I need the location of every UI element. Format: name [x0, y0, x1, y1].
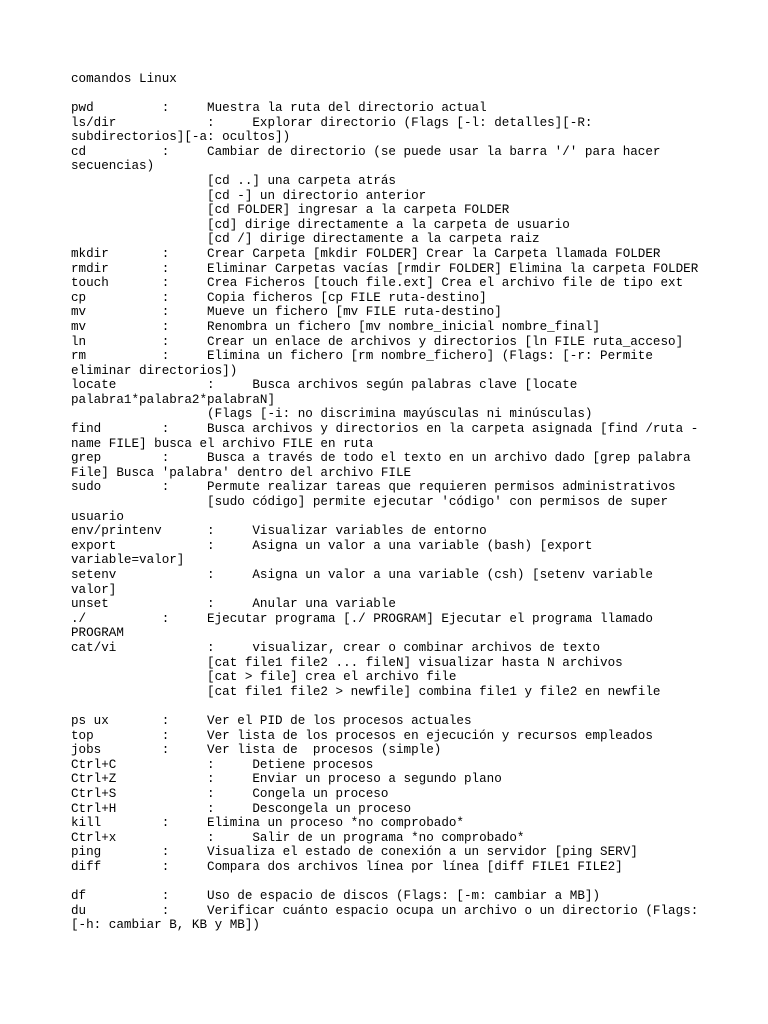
- text-line: [cd ..] una carpeta atrás: [71, 173, 396, 188]
- text-line: rm : Elimina un fichero [rm nombre_fichero] (Flags: [-r: Permite: [71, 349, 653, 364]
- text-line: rmdir : Eliminar Carpetas vacías [rmdir FOLDER] Elimina la carpeta FOLDER: [71, 261, 699, 276]
- text-line: subdirectorios][-a: ocultos]): [71, 130, 291, 145]
- text-line: name FILE] busca el archivo FILE en ruta: [71, 436, 374, 451]
- text-line: [cat file1 file2 > newfile] combina file1 y file2 en newfile: [71, 684, 661, 699]
- text-line: kill : Elimina un proceso *no comprobado*: [71, 816, 464, 831]
- text-line: env/printenv : Visualizar variables de entorno: [71, 524, 487, 539]
- text-line: unset : Anular una variable: [71, 597, 396, 612]
- text-line: diff : Compara dos archivos línea por línea [diff FILE1 FILE2]: [71, 859, 623, 874]
- text-line: [71, 874, 698, 889]
- text-line: eliminar directorios]): [71, 363, 238, 378]
- text-line: ./ : Ejecutar programa [./ PROGRAM] Ejecutar el programa llamado: [71, 611, 653, 626]
- text-line: top : Ver lista de los procesos en ejecución y recursos empleados: [71, 728, 653, 743]
- text-line: (Flags [-i: no discrimina mayúsculas ni minúsculas): [71, 407, 593, 422]
- text-line: [cd /] dirige directamente a la carpeta raiz: [71, 232, 540, 247]
- text-line: PROGRAM: [71, 626, 124, 641]
- text-line: File] Busca 'palabra' dentro del archivo FILE: [71, 465, 412, 480]
- text-line: [cd] dirige directamente a la carpeta de usuario: [71, 217, 570, 232]
- text-line: [cd -] un directorio anterior: [71, 188, 427, 203]
- text-line: secuencias): [71, 159, 155, 174]
- text-line: [71, 699, 698, 714]
- text-line: touch : Crea Ficheros [touch file.ext] Crea el archivo file de tipo ext: [71, 276, 684, 291]
- text-line: sudo : Permute realizar tareas que requieren permisos administrativos: [71, 480, 676, 495]
- text-line: cat/vi : visualizar, crear o combinar archivos de texto: [71, 640, 601, 655]
- text-line: mkdir : Crear Carpeta [mkdir FOLDER] Crear la Carpeta llamada FOLDER: [71, 246, 661, 261]
- text-line: ln : Crear un enlace de archivos y directorios [ln FILE ruta_acceso]: [71, 334, 684, 349]
- text-line: jobs : Ver lista de procesos (simple): [71, 743, 442, 758]
- text-line: ps ux : Ver el PID de los procesos actuales: [71, 713, 472, 728]
- text-line: Ctrl+C : Detiene procesos: [71, 757, 374, 772]
- text-line: Ctrl+S : Congela un proceso: [71, 786, 389, 801]
- text-line: find : Busca archivos y directorios en la carpeta asignada [find /ruta -: [71, 422, 699, 437]
- text-line: [cd FOLDER] ingresar a la carpeta FOLDER: [71, 203, 510, 218]
- text-line: locate : Busca archivos según palabras clave [locate: [71, 378, 578, 393]
- text-line: ping : Visualiza el estado de conexión a un servidor [ping SERV]: [71, 845, 638, 860]
- text-line: palabra1*palabra2*palabraN]: [71, 392, 276, 407]
- text-line: [cat > file] crea el archivo file: [71, 670, 457, 685]
- text-line: ls/dir : Explorar directorio (Flags [-l: detalles][-R:: [71, 115, 593, 130]
- text-line: df : Uso de espacio de discos (Flags: [-m: cambiar a MB]): [71, 889, 601, 904]
- text-line: [sudo código] permite ejecutar 'código' con permisos de super: [71, 495, 669, 510]
- document-title: comandos Linux: [71, 72, 177, 86]
- text-line: Ctrl+H : Descongela un proceso: [71, 801, 412, 816]
- text-line: [-h: cambiar B, KB y MB]): [71, 918, 260, 933]
- text-line: [cat file1 file2 ... fileN] visualizar hasta N archivos: [71, 655, 623, 670]
- text-line: cd : Cambiar de directorio (se puede usar la barra '/' para hacer: [71, 144, 661, 159]
- text-line: mv : Mueve un fichero [mv FILE ruta-destino]: [71, 305, 502, 320]
- text-line: usuario: [71, 509, 124, 524]
- text-line: cp : Copia ficheros [cp FILE ruta-destino]: [71, 290, 487, 305]
- text-line: setenv : Asigna un valor a una variable (csh) [setenv variable: [71, 568, 653, 582]
- document-body: [71, 101, 698, 933]
- text-line: mv : Renombra un fichero [mv nombre_inicial nombre_final]: [71, 319, 601, 334]
- text-line: du : Verificar cuánto espacio ocupa un archivo o un directorio (Flags:: [71, 903, 699, 918]
- text-line: grep : Busca a través de todo el texto en un archivo dado [grep palabra: [71, 451, 691, 466]
- text-line: valor]: [71, 582, 117, 597]
- text-line: Ctrl+x : Salir de un programa *no comprobado*: [71, 830, 525, 845]
- text-line: variable=valor]: [71, 553, 185, 568]
- text-line: Ctrl+Z : Enviar un proceso a segundo plano: [71, 772, 502, 787]
- text-line: pwd : Muestra la ruta del directorio actual: [71, 101, 487, 115]
- text-line: export : Asigna un valor a una variable (bash) [export: [71, 538, 593, 553]
